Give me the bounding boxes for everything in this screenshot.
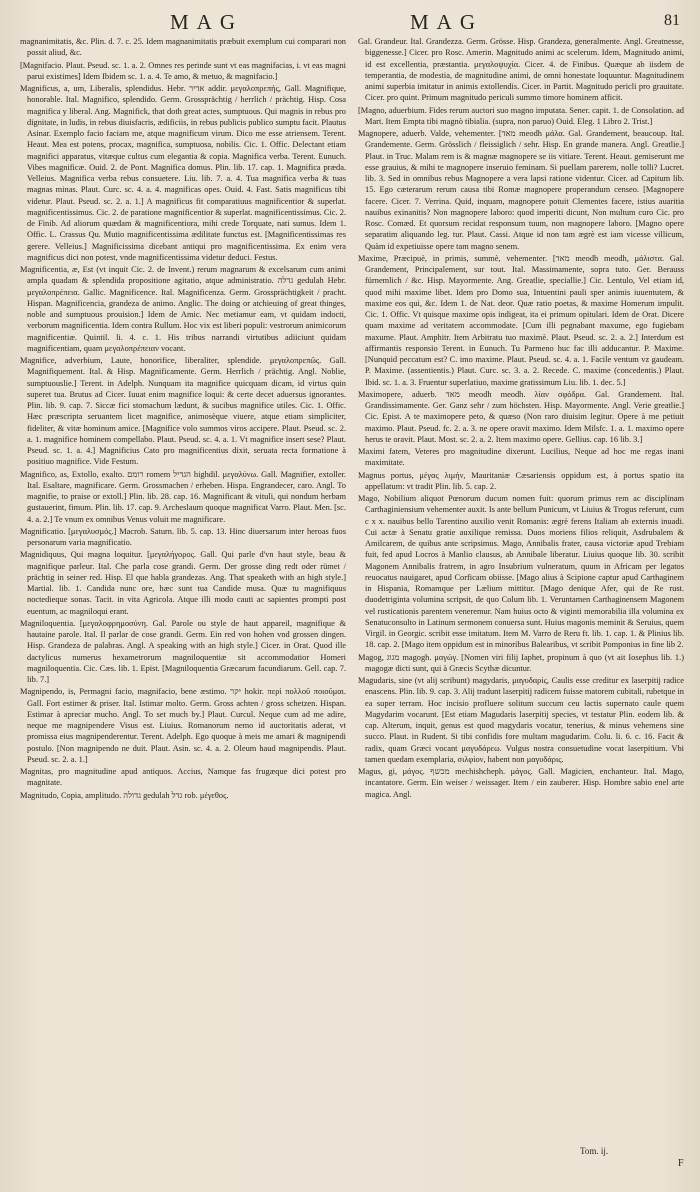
entry-paragraph: Magnificatio. [μεγαλυσμός.] Macrob. Saturn. lib. 5. cap. 13. Hinc diuersarum inter heroas fuos personarum varia magnificatio. [20, 526, 346, 547]
entry-paragraph: Magnus portus, μέγας λιμήν, Mauritaniæ Cæsariensis oppidum est, à portus spatio ita appellatum: vt tradit Plin. lib. 5. cap. 2. [358, 470, 684, 491]
signature-mark: F [678, 1158, 684, 1169]
text-columns [20, 36, 684, 1146]
page-footer [20, 1146, 684, 1186]
entry-paragraph: Magus, gi, μάγος. מכשף mechishcheph. μάγος. Gall. Magicien, enchanteur. Ital. Mago, incantatore. Germ. Ein weiser / weissager. Item / ein zauberer. Hisp. Hombre sabio enel arte magica. Angl. [358, 767, 684, 799]
catchword: Tom. ij. [580, 1146, 609, 1156]
entry-paragraph: magnanimitatis, &c. Plin. d. 7. c. 25. Idem magnanimitatis præbuit exemplum cui comparari non possit aliud, &c. [20, 37, 346, 58]
entry-paragraph: Magnopere, aduerb. Valde, vehementer. [מאד meodh μάλα. Gal. Grandement, beaucoup. Ital. Grandemente. Germ. Grösslich / fleissiglich / sehr. Hisp. En grande manera. Angl. Greatlie.] Plaut. in Truc. Malam rem is & magnæ magnopere se iis vitiare. Terent. Heaut. gemiserunt me esse grauius, & mihi te magnopere inseruio feminam. Si puellam parerem, nolle tolli? Lucret. lib. 3. Sed in omnibus rebus Magnopere a vera lapsi ratione videntur. Cicer. ad Capitum lib. 15. Ego cæterarum rerum causa tibi Romæ magnopere properandum censeo. [Magnopere facere. Cicer. 7. Verrina. Quid, inquam, magnopere potuit Clementes facere, istius auaritia nauibus exinanitis? Non magnopere laboro: quod imperiti dicunt, Non multum curo Cic. pro Rosc. Comæd. Et quorsum recidat responsum tuum, non magnopere laboro. [Magno opere separatim aliquando leg. tur. Plaut. Cassi. Atque id non tam ægrè est iam vicesse villicum, Quàm id expetiuisse opere tam magno senem. [358, 129, 684, 251]
entry-paragraph: [Magno, aduerbium. Fides rerum auctori suo magno imputata. Sener. capit. 1. de Consolation. ad Mart. Item Empta tibi magnò tibialia. (supra, non paruo) Ouid. Eleg. 1 Libro 2. Trist.] [358, 105, 684, 126]
entry-paragraph: Magog, מגוג magogh. μαγώγ. [Nomen viri filij Iaphet, propinum à quo (vt ait Iosephus lib. 1.) magogæ dicti sunt, qui à Græcis Scythæ dicuntur. [358, 652, 684, 673]
running-header [20, 10, 684, 36]
entry-paragraph: Magnifice, adverbium, Laute, honorifice, liberaliter, splendide. μεγαλοπρεπῶς. Gall. Magnifiquement. Ital. & Hisp. Magnificamente. Germ. Herrlich / prächtig. Angl. Noblie, sumptuouslie.] Terent. in Adelph. Nunquam ita magnifice quicquam dicam, id virtus quin superet tua. Brutus ad Cicer. Iuuat enim magnifice loqui: & certe decet aduersus ignorantes. Plin. lib. 9. cap. 7. Siccæ fici stomachum lædunt, & sucibus magnifice utiles. Cic. 1. Offic. Hæc præscripta seruantem licet magnifice, animosèque viuere, atque etiam simpliciter, fideliter, & vitæ hominum amice. [Magnifice volo summos viros accipere. Plaut. Pseud. sc. 2. a. 1. magnifice hominem compellabo. Plaut. Pseud. sc. 4. a. 1. Vt magnifice insert sese? Plaut. Pseud. sc. 1. a. 4.] Magnificius Cato pro magnificentius dixit, seruata recta formatione à positiuo magnifice. Vide Festum. [20, 356, 346, 467]
entry-paragraph: Magudaris, sine (vt alij scribunt) magydaris, μαγυδαρίς, Caulis esse creditur ex laserpitij radice enascens. Plin. lib. 9. cap. 3. Alij tradunt laserpitij radicem fuisse matorem cubitali, rubetque in ea super terram. Hoc incisio profluere solitum succum ceu lactis supernato caule quem Magydarim vocarunt. [Est etiam Magudaris laserpitij species, vt testatur Plin. eodem lib. & cap. Alterum, inquit, genus est quod magydaris vocatur, tenerius, & minus vehemens sine succo. Plaut. in Rudent. Si tibi confidis fore multam magudarim. Colu. li. 6. c. 16. Facit & radix, quam Græci vocant μαγυδάρεω. Vulgus nostra consuetudine vocat laserpitium. Vbi tamen quedam exemplaria, σιλφίον, habent non μαγυδάρις. [358, 676, 684, 764]
entry-paragraph: Maximopere, aduerb. מאד meodh meodh. λίαν σφόδρα. Gal. Grandement. Ital. Grandissimamente. Ger. Ganz sehr / zum höchsten. Hisp. Mayormente. Angl. Verie greatlie.] Cic. Epist. A te maximopere peto, & quæso (Non raro diuisim legitur. Opere à me petiuit maximo. Plaut. Pseud. fc. 2. a. 3. ne opere oravit maximo. Idem Milsfc. 1. a. 1. maximo opere herus te oravit. Plaut. Most. sc. 2. a. 2. Item maximo opere. Gellius. cap. 16 lib. 3.] [358, 389, 684, 444]
page-number: 81 [664, 12, 680, 29]
entry-paragraph: Magnificentia, æ, Est (vt inquit Cic. 2. de Invent.) rerum magnarum & excelsarum cum animi ampla quadam & splendida propositione agitatio, atque administratio. גדלה gedulah Hebr. μεγαλοπρέπεια. Gallic. Magnificence. Ital. Magnificenza. Germ. Grossprächtigkeit / pracht. Hispan. Magnificencia, grandeza de animo. Anglic. The doing or atchieuing of great thinges, noble and sumptuous prouision.] Idem de Amic. Nec metiamur eam, vt quidam indocti, verborum magnificentia. Idem contra Rullum. Hoc vix est liberi populi: vestrorum animicorum magnificentiæ. Quintil. li. 4. c. 1. His tribus narrandi virtutibus adiiciunt quidam magnificentiam, quam μεγαλοπρέπειαν vocant. [20, 265, 346, 353]
entry-paragraph: Magnificus, a, um, Liberalis, splendidus. Hebr. אדיר addir. μεγαλοπρεπής, Gall. Magnifique, honorable. Ital. Magnifico, splendido. Germ. Grossprächtig / herrlich / prächtig. Hisp. Cosa magnifica y liberal. Ang. Magnifick, that doth great actes, sumptuous. Qui magnis in rebus pro dignitate, in ludis, in rebus diuisfacris, ædificiis, in rebus publicis publico sumptu facit. Plautus Asinar. Exemplo facio faciam me, atque magnificum virum. Dico me esse atriensem. Terent. Heaut. Mea est potens, procax, magnifica, sumptuosa, nobilis. Cic. 1. Offic. Delectant etiam magnifici apparatus, vitæque cultus cum elegantia & copia. Magnifica verba. Terent. Eunuch. Vibes magnificæ. Ouid. 2. de Pont. Magnifica domus. Plin. lib. 17. cap. 1. Magnifica præda. Velleius. Magnifica verba rebus consuetere. Liu. lib. 7. a. 4. Tua magnifica verba & tuas magnas minas. Plaut. Curc. sc. 4. a. 4. magnificas opes. Ouid. 4. Fast. Satis magnificus tibi videtur. Plaut. Pseud. sc. 2. a. 1.] A magnificus fit comparatiuus magnificentior & superlat. magnificentissimus. Cic. 2. de paratione magnificentior & superlat. magnificentissimus. Cic. 2. de Finib. Ad aliorum quædam & magnificentiora, mihi crede Torquate, nati sumus. Idem 1. Offic. L. Crassus Qu. Mutio magnificentissima ædilitate functus est. [Magnificentissimas res gerere. Velleius.] Magnificissima dicebant antiqui pro magnificentissima. Ex enim vera magnificus dici non potest, vnde magnificentissima videtur deduci. Festus. [20, 84, 346, 262]
entry-paragraph: Magnipendo, is, Permagni facio, magnifacio, bene æstimo. יקר hokir. περὶ πολλοῦ ποιοῦμαι. Gall. Fort estimer & priser. Ital. Istimar molto. Germ. Gross achten / gross schetzen. Hispan. Estimar à apreciar mucho. Angl. To set much by.] Plaut. Curcul. Neque cum ad me adire, neque me magnipendere Visus est. Liuius. Romanorum nemo id auctoritatis aderat, vt promissa eius magnipenderentur. Terent. Adelph. Ego quoque à meis me amari & magnipendi postulo. [Non magnipendo ne duit. Plaut. Asin. sc. 4. a. 2. Oleum haud magnipendis. Plaut. Pseud. sc. 2. a. 1.] [20, 687, 346, 764]
entry-paragraph: Magnifico, as, Extollo, exalto. רומם romem הגדיל highdil. μεγαλύνω. Gall. Magnifier, extoller. Ital. Esaltare, magnificare. Germ. Grossmachen / erheben. Hispa. Engrandecer, caro. Angl. To magnifie, to praise or extoll.] Plin. lib. 28. cap. 16. Magnificant & vituli, qui nondum herbam gustauerint, fimum. Plin. lib. 17. cap. 9. Archeslaum quoque magnificat Varro. Plaut. Men. [sc. 4. a. 2.] Te vnum ex omnibus Venus voluit me magnificare. [20, 469, 346, 524]
entry-paragraph: Magnitudo, Copia, amplitudo. גדולה gedulah גדל rob. μέγεθος. [20, 790, 229, 800]
entry-paragraph: Magnitas, pro magnitudine apud antiquos. Accius, Namque fas frugæque dici potest pro magnitate. [20, 767, 346, 788]
entry-paragraph: Magnidiquus, Qui magna loquitur. [μεγαλήγορος. Gall. Qui parle d'vn haut style, beau & magnifique parleur. Ital. Che parla cose grandi. Germ. Der grosse ding redt oder rümet / prächtig in seiner red. Hisp. El que habla grandezas. Ang. That speaketh with an high style.] Martial. lib. 1. Candida nunc ore, hæc sunt tua Candide musa. Quæ tu magnifiquus noctedieque sonas. Tacit. in vita Agricola. Atque illi modo cauti ac sapientes prompti post euentum, ac magniloqui erant. [20, 550, 346, 616]
header-right-word: MAG [410, 10, 484, 34]
entry-paragraph: Magniloquentia. [μεγαλοφρημοσύνη. Gal. Parole ou style de haut appareil, magnifique & hautaine parole. Ital. Il parlar de cose grandi. Germ. Ein red von hohen vnd grossen dingen. Hisp. Grandeza de palabras. Angl. A speaking with an high style.] Cicer. in Orat. Quod ille dactylicus numerus hexametrorum magniloquentiæ sit accommodatior Homeri magniloquentia. Cic. Cæs. lib. 1. Epist. [Magniloquentia Græcarum facundiarum. Gell. cap. 7. lib. 7.] [20, 618, 346, 684]
entry-paragraph: Maxime, Præcipuè, in primis, summè, vehementer. [מאד meodh meodh, μάλιστα. Gal. Grandement, Principalement, sur tout. Ital. Massimamente, sopra tuto. Ger. Berauss fürnemlich / &c. Hisp. Mayormente. Ang. Greatlie, speciallie.] Cic. Lentulo, Vel etiam id, quod mihi maxime libet. Idem pro Domo sua, Intuentini pauli sper animis iuuentutem, & maxime eos qui, &c. Idem 1. de Nat. deor. Quæ ratio poetas, & maxime Homerum impulit. Cic. 1. Offic. Vt quisque maxime opis indigeat, ita ei primum opitulari. Idem de Orat. Dicere quam maxime ad veritatem accommodate. [Cum illi pegnabant maxume, ego fugiebam maxume. Plaut. Amphitr. Item Arbitratu tuo maximè. Plaut. Pseud. sc. 2. a. 2.] Interdum est affirmantis responsio Terent. in Eunuch. Tu Parmeno huc fac illi adducantur. P. Maxime. [Nunquid peccatum est? C. imo maxime. Plaut. Pseud. sc. 4. a. 1. Facile ventum vz gaudeam. P. Maxime. (assentientis.) Plaut. Curc. sc. 3. a. 2. Recede. C. maxime (concedentis.) Plaut. Ibid. sc. 1. a. 3. Fruentur superlatiuo, maxime gratissimum Liu. lib. 1. dec. 5.] [358, 253, 684, 387]
left-column [20, 36, 346, 1146]
right-column [358, 36, 684, 1146]
entry-paragraph: Maximi fatem, Veteres pro magnitudine dixerunt. Lucilius, Neque ad hoc me regas inani maximitate. [358, 447, 684, 468]
entry-paragraph: [Magnifacio. Plaut. Pseud. sc. 1. a. 2. Omnes res perinde sunt vt eas magnifacias, i. vt eas magni parui existimes] Idem Ibidem sc. 1. a. 4. Te amo, & metuo, & magnifacio.] [20, 60, 346, 81]
header-left-word: MAG [170, 10, 244, 34]
entry-paragraph: Gal. Grandeur. Ital. Grandezza. Germ. Grösse. Hisp. Grandeza, generalmente. Angl. Greatnesse, biggenesse.] Cicer. pro Rosc. Amerin. Magnitudo animi ac scelerum. Idem, Magnitudo animi, id est excellentia, præstantia. μεγαλοψυχία. Cicer. 4. de Finibus. Quæque ab iisdem de temperantia, de modestia, de magnitudine animi, de omni honestate loquuntur. Magnitudinem animi superbia imitatur in animis extollendis. Cicer. in Partit. Magnitudo pericli pro grauitate. Cicer. pro quint. Primum magnitudo periculi summo timore hominem afficit. [358, 37, 684, 103]
entry-paragraph: Mago, Nobilium aliquot Pœnorum ducum nomen fuit: quorum primus rem ac disciplinam Carthaginiensium vehementer auxit. Is ante bellum Punicum, vt Liuius & Trogus referunt, cum c x x. nauibus bello Tarentino auxilio venit Romanis: ægrè ferens Italiam ab externis inuadi. Cui actæ à Senatu gratie auxilique remissa. Duos moriens filios reliquit, Asdrubalem & Amilcarem, de quibus ante scripsimus. Mago, Annibalis frater, causa victoriæ apud Trebiam fuit, fed apud Locros à Manlio clausus, ab Annibale liberatur. Liuius quoque lib. 30. scribit Magonem Annibalis fratrem, in agro Insubrium vulneratum, quum in Africam per legatos reuocatus nauigaret, apud Corficam obiisse. [Mago alius à Scipione captur apud Carthaginem in Hispania, Romamque per Lælium mittitur. [Mago denique Afer, qui de Re rust. duodetriginta volumina scripsit, de quo Colum lib. 1. Veruntamen Carthaginensem Magonem vel rusticationis parentem veneremur. Nam huius octo & viginti memorabilia illa volumina ex Senatuconsulto in Latinum sermonem conuersa sunt. Huius magonis meminit & Seruius, quem Virgil. in Georgic. scribit esse imitatum. Item M. Varro de Reru ft. lib. 1. cap. 1. & Plinius lib. 18. cap. 2. [Mago item oppidum est in minoribus Balearibus, vt scribit Pomponius in fine lib 2. [358, 494, 684, 650]
